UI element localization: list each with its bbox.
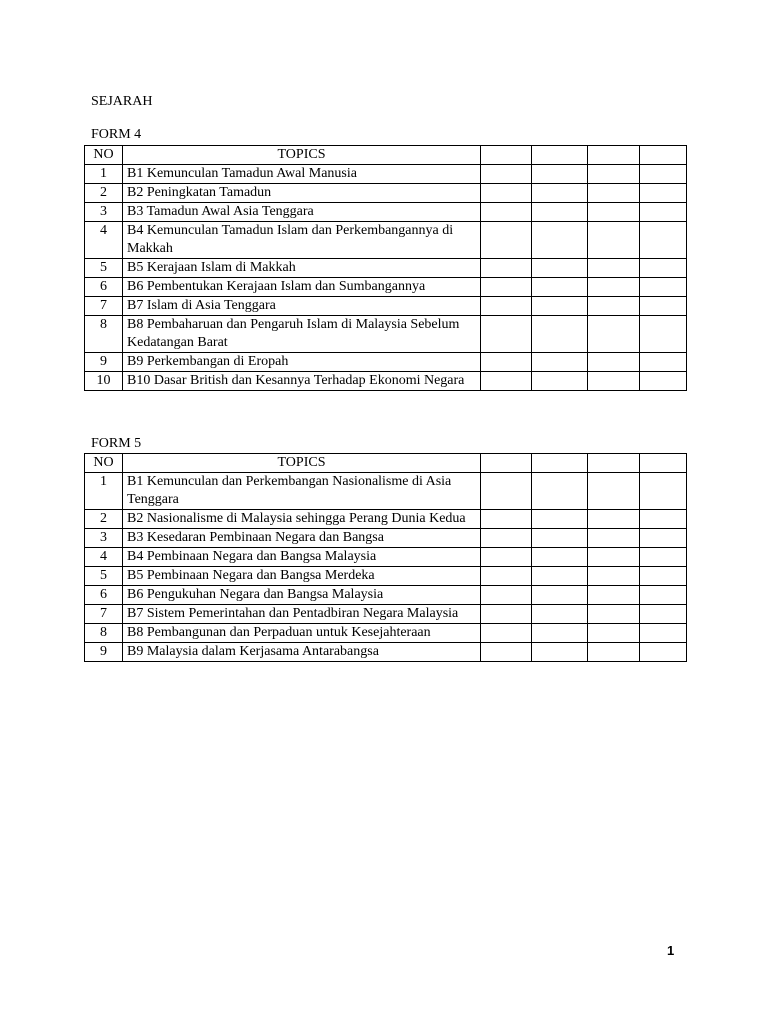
blank-header-cell [640,454,687,473]
blank-cell [588,624,640,643]
blank-cell [640,203,687,222]
blank-cell [588,605,640,624]
blank-cell [532,372,588,391]
header-topics: TOPICS [123,146,481,165]
blank-cell [640,529,687,548]
topic-cell: B4 Pembinaan Negara dan Bangsa Malaysia [123,548,481,567]
header-topics: TOPICS [123,454,481,473]
blank-cell [532,473,588,510]
blank-cell [640,353,687,372]
blank-header-cell [588,146,640,165]
topic-cell: B6 Pembentukan Kerajaan Islam dan Sumbangannya [123,278,481,297]
blank-cell [532,297,588,316]
row-number: 7 [85,605,123,624]
blank-cell [640,165,687,184]
blank-cell [640,372,687,391]
row-number: 10 [85,372,123,391]
blank-cell [532,529,588,548]
row-number: 2 [85,510,123,529]
row-number: 6 [85,278,123,297]
blank-cell [588,184,640,203]
topic-cell: B1 Kemunculan dan Perkembangan Nasionalisme di Asia Tenggara [123,473,481,510]
row-number: 1 [85,473,123,510]
blank-cell [481,624,532,643]
row-number: 5 [85,567,123,586]
blank-cell [532,605,588,624]
table-row [85,605,687,624]
table-row [85,203,687,222]
header-row [85,454,687,473]
blank-cell [640,567,687,586]
blank-cell [532,353,588,372]
table-row [85,372,687,391]
blank-cell [481,297,532,316]
blank-header-cell [481,146,532,165]
table-row [85,278,687,297]
blank-cell [481,529,532,548]
page-title: SEJARAH [91,94,153,109]
topic-cell: B7 Islam di Asia Tenggara [123,297,481,316]
table-row [85,624,687,643]
blank-cell [588,316,640,353]
blank-cell [588,567,640,586]
blank-cell [481,473,532,510]
table-row [85,165,687,184]
table-row [85,567,687,586]
blank-header-cell [588,454,640,473]
blank-cell [588,548,640,567]
blank-cell [481,316,532,353]
topic-cell: B9 Malaysia dalam Kerjasama Antarabangsa [123,643,481,662]
form4-table [84,145,687,391]
topic-cell: B2 Peningkatan Tamadun [123,184,481,203]
blank-cell [588,259,640,278]
blank-cell [532,548,588,567]
blank-cell [588,529,640,548]
row-number: 9 [85,353,123,372]
blank-cell [532,184,588,203]
blank-cell [640,510,687,529]
topic-cell: B7 Sistem Pemerintahan dan Pentadbiran Negara Malaysia [123,605,481,624]
blank-cell [481,184,532,203]
blank-cell [481,510,532,529]
blank-cell [640,643,687,662]
table-row [85,510,687,529]
header-no: NO [85,146,123,165]
blank-cell [640,316,687,353]
blank-cell [640,184,687,203]
table-row [85,586,687,605]
blank-cell [588,165,640,184]
blank-cell [481,567,532,586]
blank-header-cell [481,454,532,473]
row-number: 7 [85,297,123,316]
blank-cell [481,548,532,567]
topic-cell: B3 Kesedaran Pembinaan Negara dan Bangsa [123,529,481,548]
topic-cell: B2 Nasionalisme di Malaysia sehingga Perang Dunia Kedua [123,510,481,529]
topic-cell: B3 Tamadun Awal Asia Tenggara [123,203,481,222]
blank-cell [588,353,640,372]
topic-cell: B5 Pembinaan Negara dan Bangsa Merdeka [123,567,481,586]
blank-cell [481,259,532,278]
row-number: 6 [85,586,123,605]
blank-cell [588,278,640,297]
blank-cell [481,643,532,662]
blank-cell [481,586,532,605]
row-number: 5 [85,259,123,278]
table-row [85,297,687,316]
blank-cell [588,643,640,662]
form4-title: FORM 4 [91,127,142,142]
blank-cell [640,278,687,297]
row-number: 3 [85,529,123,548]
blank-cell [481,203,532,222]
blank-cell [640,548,687,567]
table-row [85,222,687,259]
topic-cell: B6 Pengukuhan Negara dan Bangsa Malaysia [123,586,481,605]
blank-cell [532,316,588,353]
row-number: 3 [85,203,123,222]
blank-cell [532,222,588,259]
row-number: 4 [85,222,123,259]
topic-cell: B9 Perkembangan di Eropah [123,353,481,372]
topic-cell: B5 Kerajaan Islam di Makkah [123,259,481,278]
blank-cell [640,624,687,643]
row-number: 8 [85,624,123,643]
page-number: 1 [667,943,675,958]
table-row [85,473,687,510]
topic-cell: B10 Dasar British dan Kesannya Terhadap Ekonomi Negara [123,372,481,391]
blank-cell [481,372,532,391]
blank-cell [532,643,588,662]
table-row [85,353,687,372]
table-row [85,643,687,662]
topic-cell: B4 Kemunculan Tamadun Islam dan Perkembangannya di Makkah [123,222,481,259]
blank-cell [532,165,588,184]
blank-header-cell [532,454,588,473]
table-row [85,259,687,278]
blank-cell [588,586,640,605]
blank-cell [532,259,588,278]
row-number: 9 [85,643,123,662]
blank-cell [532,278,588,297]
blank-cell [640,473,687,510]
blank-cell [588,222,640,259]
blank-cell [532,203,588,222]
blank-cell [640,259,687,278]
blank-cell [532,586,588,605]
form5-table [84,453,687,662]
blank-cell [588,203,640,222]
blank-cell [588,510,640,529]
blank-cell [640,586,687,605]
row-number: 2 [85,184,123,203]
blank-cell [640,222,687,259]
blank-cell [640,297,687,316]
header-no: NO [85,454,123,473]
table-row [85,529,687,548]
form5-title: FORM 5 [91,436,142,451]
row-number: 8 [85,316,123,353]
blank-cell [481,165,532,184]
table-row [85,316,687,353]
blank-cell [640,605,687,624]
blank-cell [588,372,640,391]
row-number: 4 [85,548,123,567]
blank-cell [481,605,532,624]
blank-cell [588,297,640,316]
blank-cell [532,567,588,586]
topic-cell: B8 Pembaharuan dan Pengaruh Islam di Malaysia Sebelum Kedatangan Barat [123,316,481,353]
table-row [85,548,687,567]
blank-cell [481,353,532,372]
table-row [85,184,687,203]
row-number: 1 [85,165,123,184]
blank-header-cell [532,146,588,165]
blank-cell [481,278,532,297]
blank-cell [532,624,588,643]
blank-cell [481,222,532,259]
blank-cell [588,473,640,510]
blank-header-cell [640,146,687,165]
header-row [85,146,687,165]
blank-cell [532,510,588,529]
topic-cell: B8 Pembangunan dan Perpaduan untuk Kesejahteraan [123,624,481,643]
topic-cell: B1 Kemunculan Tamadun Awal Manusia [123,165,481,184]
